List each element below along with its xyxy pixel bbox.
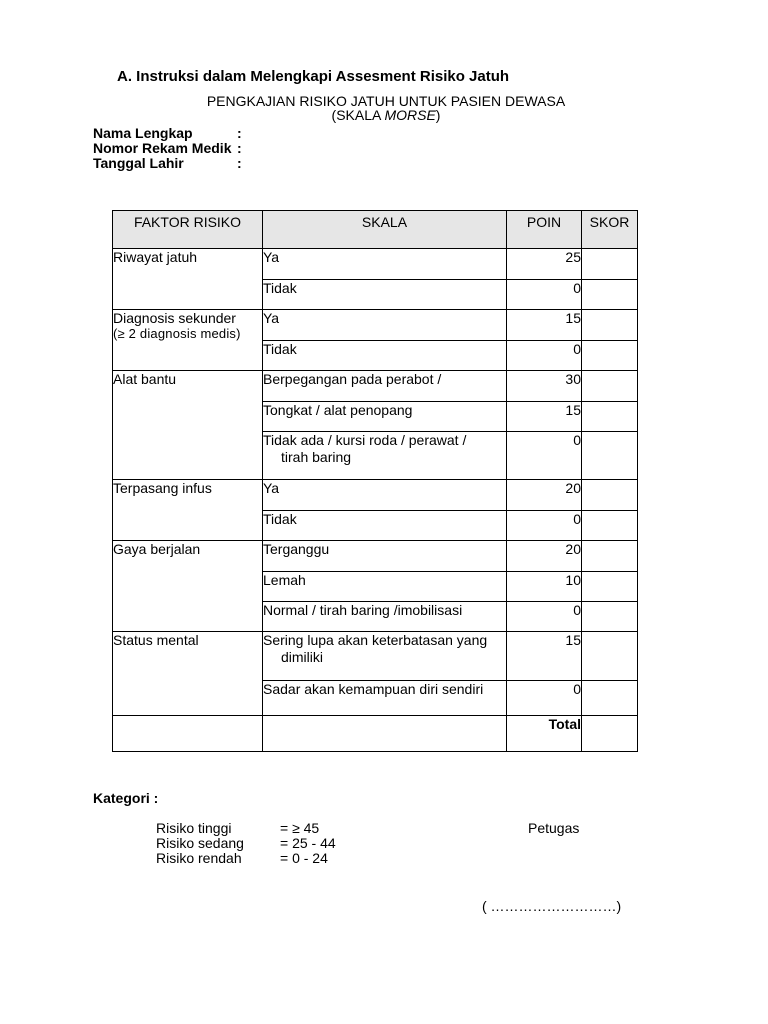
score-cell[interactable] [582, 249, 638, 280]
officer-label: Petugas [528, 820, 580, 836]
score-cell[interactable] [582, 632, 638, 681]
identity-label-birthdate: Tanggal Lahir [93, 155, 184, 171]
category-high-label: Risiko tinggi [156, 820, 232, 836]
factor-diagnosis-note: (≥ 2 diagnosis medis) [113, 326, 241, 341]
table-row [113, 480, 638, 511]
factor-riwayat: Riwayat jatuh [113, 249, 263, 310]
score-cell[interactable] [582, 681, 638, 716]
scale-text: Sering lupa akan keterbatasan yang [263, 632, 488, 648]
scale-cell: Ya [263, 310, 507, 341]
table-row [113, 249, 638, 280]
score-cell[interactable] [582, 602, 638, 632]
factor-status-mental: Status mental [113, 632, 263, 716]
score-cell[interactable] [582, 371, 638, 402]
point-cell: 0 [507, 432, 582, 480]
scale-cell: Ya [263, 480, 507, 511]
table-row [113, 310, 638, 341]
scale-text: Tidak ada / kursi roda / perawat / [263, 432, 467, 448]
category-medium-value: = 25 - 44 [280, 835, 336, 851]
category-medium-label: Risiko sedang [156, 835, 244, 851]
score-cell[interactable] [582, 511, 638, 541]
total-label: Total [507, 716, 582, 752]
identity-label-name: Nama Lengkap [93, 125, 193, 141]
scale-cell: Berpegangan pada perabot / [263, 371, 507, 402]
identity-label-record: Nomor Rekam Medik [93, 140, 232, 156]
score-cell[interactable] [582, 402, 638, 432]
header-poin: POIN [507, 211, 582, 249]
header-faktor: FAKTOR RISIKO [113, 211, 263, 249]
scale-text-cont: dimiliki [281, 649, 323, 665]
scale-cell [263, 432, 507, 480]
point-cell: 0 [507, 602, 582, 632]
section-heading: A. Instruksi dalam Melengkapi Assesment Risiko Jatuh [117, 68, 510, 85]
point-cell: 30 [507, 371, 582, 402]
factor-diagnosis [113, 310, 263, 371]
identity-colon: : [237, 140, 242, 156]
header-skor: SKOR [582, 211, 638, 249]
point-cell: 15 [507, 402, 582, 432]
factor-alat-bantu: Alat bantu [113, 371, 263, 480]
score-cell[interactable] [582, 432, 638, 480]
factor-infus: Terpasang infus [113, 480, 263, 541]
score-cell[interactable] [582, 280, 638, 310]
point-cell: 25 [507, 249, 582, 280]
risk-assessment-table [112, 210, 638, 752]
point-cell: 0 [507, 681, 582, 716]
point-cell: 20 [507, 541, 582, 572]
header-skala: SKALA [263, 211, 507, 249]
scale-cell: Tidak [263, 280, 507, 310]
scale-cell: Sadar akan kemampuan diri sendiri [263, 681, 507, 716]
category-low-value: = 0 - 24 [280, 850, 328, 866]
scale-text-cont: tirah baring [281, 449, 352, 465]
table-row [113, 371, 638, 402]
scale-name: MORSE [384, 107, 436, 123]
point-cell: 0 [507, 280, 582, 310]
scale-cell: Normal / tirah baring /imobilisasi [263, 602, 507, 632]
point-cell: 15 [507, 632, 582, 681]
score-cell[interactable] [582, 310, 638, 341]
point-cell: 20 [507, 480, 582, 511]
form-subtitle: (SKALA MORSE) [331, 107, 441, 123]
point-cell: 10 [507, 572, 582, 602]
table-header-row [113, 211, 638, 249]
signature-line: ( ………………………) [482, 898, 622, 914]
table-row [113, 632, 638, 681]
table-row [113, 541, 638, 572]
total-score-cell[interactable] [582, 716, 638, 752]
category-low-label: Risiko rendah [156, 850, 242, 866]
category-high-value: = ≥ 45 [280, 820, 320, 836]
scale-cell [263, 632, 507, 681]
score-cell[interactable] [582, 480, 638, 511]
score-cell[interactable] [582, 541, 638, 572]
identity-colon: : [237, 125, 242, 141]
scale-cell: Ya [263, 249, 507, 280]
scale-cell: Tidak [263, 511, 507, 541]
scale-cell: Tidak [263, 341, 507, 371]
point-cell: 15 [507, 310, 582, 341]
factor-gaya-berjalan: Gaya berjalan [113, 541, 263, 632]
factor-diagnosis-label: Diagnosis sekunder [113, 310, 236, 326]
score-cell[interactable] [582, 341, 638, 371]
scale-cell: Tongkat / alat penopang [263, 402, 507, 432]
scale-cell: Terganggu [263, 541, 507, 572]
category-heading: Kategori : [93, 790, 159, 806]
form-title: PENGKAJIAN RISIKO JATUH UNTUK PASIEN DEWASA [206, 93, 566, 109]
point-cell: 0 [507, 511, 582, 541]
identity-colon: : [237, 155, 242, 171]
scale-cell: Lemah [263, 572, 507, 602]
point-cell: 0 [507, 341, 582, 371]
total-row [113, 716, 638, 752]
score-cell[interactable] [582, 572, 638, 602]
